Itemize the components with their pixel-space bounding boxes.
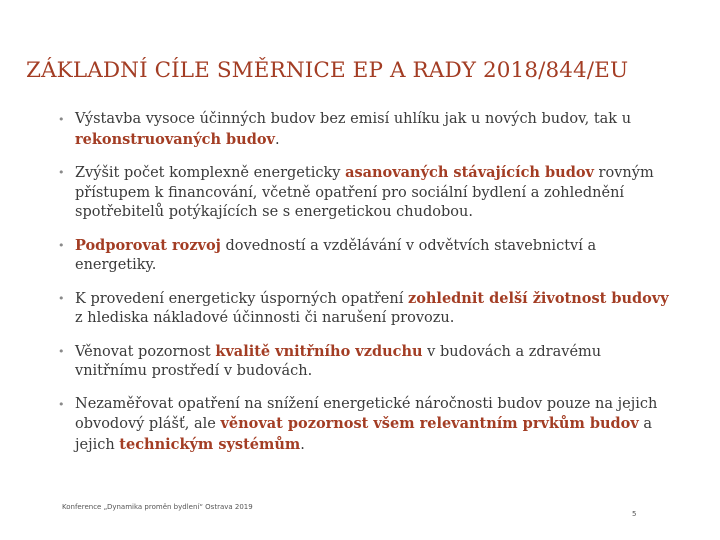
bullet-text: Zvýšit počet komplexně energeticky	[75, 165, 346, 181]
page-number: 5	[632, 510, 637, 518]
bullet-text: Výstavba vysoce účinných budov bez emisí uhlíku jak u nových budov, tak u	[75, 111, 632, 127]
bullet-text: a jejich	[75, 416, 653, 453]
bullet-marker: •	[58, 397, 65, 411]
bullet-text: z hlediska nákladové účinnosti či narušení provozu.	[75, 310, 455, 326]
highlighted-phrase: technickým systémům	[119, 435, 301, 453]
bullet-item	[54, 236, 674, 276]
bullet-marker: •	[58, 166, 65, 179]
bullet-text: Nezaměřovat opatření na snížení energetické náročnosti budov pouze na jejich obvodový plášť, ale	[75, 395, 658, 432]
highlighted-phrase: rekonstruovaných budov	[75, 130, 275, 148]
bullet-text: K provedení energeticky úsporných opatření	[75, 290, 408, 307]
bullet-text: .	[300, 436, 305, 453]
bullet-marker: •	[58, 113, 65, 126]
bullet-item	[54, 110, 674, 150]
bullet-item	[54, 289, 674, 329]
bullet-text: v budovách a zdravému vnitřnímu prostředí v budovách.	[75, 343, 602, 379]
bullet-item	[54, 395, 674, 456]
bullet-text: Věnovat pozornost	[75, 343, 216, 360]
bullet-marker: •	[58, 291, 65, 305]
bullet-marker: •	[58, 344, 65, 358]
bullet-item	[54, 342, 674, 382]
highlighted-phrase: Podporovat rozvoj	[75, 236, 221, 254]
bullet-item	[54, 163, 674, 223]
bullet-text: dovedností a vzdělávání v odvětvích stavebnictví a energetiky.	[75, 237, 597, 273]
highlighted-phrase: asanovaných stávajících budov	[345, 164, 594, 181]
bullet-list	[54, 110, 674, 468]
bullet-text: .	[274, 131, 280, 148]
highlighted-phrase: věnovat pozornost všem relevantním prvkům budov	[220, 415, 639, 432]
highlighted-phrase: kvalitě vnitřního vzduchu	[215, 342, 423, 360]
bullet-text: rovným přístupem k financování, včetně opatření pro sociální bydlení a zohlednění spotřebitelů potýkajících se s energetickou chudobou.	[75, 165, 654, 220]
bullet-marker: •	[58, 238, 65, 252]
footer-text: Konference „Dynamika proměn bydlení“ Ostrava 2019	[62, 503, 253, 511]
highlighted-phrase: zohlednit delší životnost budovy	[407, 289, 669, 307]
slide-title: ZÁKLADNÍ CÍLE SMĚRNICE EP A RADY 2018/844/EU	[26, 58, 629, 83]
